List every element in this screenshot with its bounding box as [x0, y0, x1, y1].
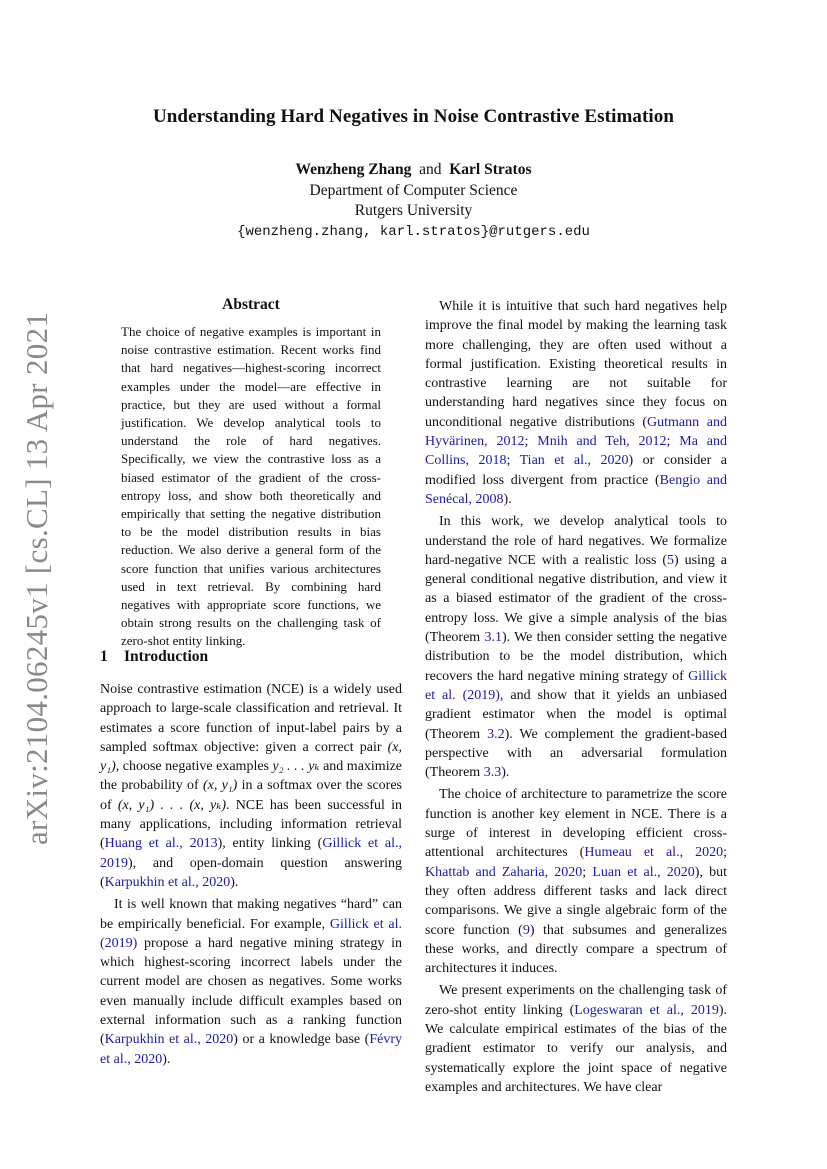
theorem-ref-link[interactable]: 3.3	[483, 765, 502, 781]
citation-link[interactable]: Karpukhin et al., 2020	[104, 1032, 234, 1048]
author-conjunction: and	[419, 161, 442, 178]
citation-link[interactable]: Logeswaran et al., 2019	[574, 1002, 719, 1018]
author-email[interactable]: {wenzheng.zhang, karl.stratos}@rutgers.edu	[237, 223, 590, 240]
intro-paragraph-1: Noise contrastive estimation (NCE) is a widely used approach to large-scale classification and retrieval. It estimates a score function of input-label pairs by a sampled softmax objective: given a correct pair (x, y₁), choose negative examples y₂ . . . yₖ and maximize the probability of (x, y₁) in a softmax over the scores of (x, y₁) . . . (x, yₖ). NCE has been successful in many applications, including information retrieval (Huang et al., 2013), entity linking (Gillick et al., 2019), and open-domain question answering (Karpukhin et al., 2020).	[100, 682, 403, 890]
abstract-heading: Abstract	[222, 296, 280, 313]
theorem-ref-link[interactable]: 3.2	[487, 726, 505, 742]
author-department: Department of Computer Science	[309, 181, 518, 199]
section-heading-introduction	[100, 648, 402, 666]
paper-title: Understanding Hard Negatives in Noise Contrastive Estimation	[152, 106, 675, 127]
right-paragraph-3: The choice of architecture to parametrize the score function is another key element in NCE. There is a surge of interest in developing efficient cross-attentional architectures (Humeau et al., 2020; Khattab and Zaharia, 2020; Luan et al., 2020), but they often address different tasks and lack direct comparisons. We give a single algebraic form of the score function (9) that subsumes and generalizes these works, and directly compare a spectrum of architectures it induces.	[425, 787, 728, 977]
author-university: Rutgers University	[354, 202, 473, 219]
equation-ref-link[interactable]: 9	[522, 922, 530, 938]
citation-link[interactable]: Mnih and Teh, 2012	[537, 434, 667, 450]
math-inline: y₂ . . . yₖ	[272, 759, 320, 775]
citation-link[interactable]: Huang et al., 2013	[104, 836, 218, 852]
right-column-body	[425, 297, 727, 1097]
arxiv-identifier-margin[interactable]: arXiv:2104.06245v1 [cs.CL] 13 Apr 2021	[19, 311, 54, 845]
right-paragraph-2: In this work, we develop analytical tools to understand the role of hard negatives. We formalize hard-negative NCE with a realistic loss (5) using a general conditional negative distribution, and view it as a biased estimator of the gradient of the cross-entropy loss. We give a simple analysis of the bias (Theorem 3.1). We then consider setting the negative distribution to be the model distribution, which recovers the hard negative mining strategy of Gillick et al. (2019), and show that it yields an unbiased gradient estimator when the model is optimal (Theorem 3.2). We complement the gradient-based perspective with an adversarial formulation (Theorem 3.3).	[425, 514, 727, 781]
author-1: Wenzheng Zhang	[295, 161, 412, 178]
equation-ref-link[interactable]: 5	[667, 552, 675, 568]
section-title: Introduction	[124, 648, 209, 665]
citation-link[interactable]: Humeau et al., 2020	[584, 845, 724, 861]
citation-link[interactable]: Gillick et al., 2019	[100, 836, 402, 871]
author-block	[0, 160, 827, 242]
citation-link[interactable]: Gillick et al. (2019)	[425, 668, 727, 703]
citation-link[interactable]: Luan et al., 2020	[592, 864, 695, 880]
citation-link[interactable]: Bengio and Senécal, 2008	[425, 472, 727, 507]
section-number: 1	[100, 648, 108, 665]
citation-link[interactable]: Févry et al., 2020	[100, 1032, 402, 1067]
citation-link[interactable]: Ma and Collins, 2018	[425, 434, 728, 469]
right-paragraph-1: While it is intuitive that such hard negatives help improve the final model by making the learning task more challenging, they are often used without a formal justification. Existing theoretical results in contrastive learning are not suitable for understanding hard negatives since they focus on unconditional negative distributions (Gutmann and Hyvärinen, 2012; Mnih and Teh, 2012; Ma and Collins, 2018; Tian et al., 2020) or consider a modified loss divergent from practice (Bengio and Senécal, 2008).	[425, 299, 728, 507]
theorem-ref-link[interactable]: 3.1	[484, 630, 502, 646]
right-paragraph-4: We present experiments on the challenging task of zero-shot entity linking (Logeswaran et al., 2019). We calculate empirical estimates of the bias of the gradient estimator to verify our analysis, and systematically explore the joint space of negative examples and architectures. We have clear	[425, 983, 727, 1095]
citation-link[interactable]: Gutmann and Hyvärinen, 2012	[425, 414, 727, 450]
abstract-body: The choice of negative examples is important in noise contrastive estimation. Recent works find that hard negatives—highest-scoring incorrect examples under the model—are effective in practice, but they are used without a formal justification. We develop analytical tools to understand the role of hard negatives. Specifically, we view the contrastive loss as a biased estimator of the gradient of the cross-entropy loss, and show both theoretically and empirically that setting the negative distribution to be the model distribution results in bias reduction. We also derive a general form of the score function that unifies various architectures used in text retrieval. By combining hard negatives with appropriate score functions, we obtain strong results on the challenging task of zero-shot entity linking.	[121, 324, 381, 649]
math-inline: (x, y₁)	[100, 739, 402, 775]
left-column-body	[100, 680, 402, 1069]
math-inline: (x, y₁) . . . (x, yₖ)	[117, 797, 226, 813]
author-names	[0, 160, 827, 181]
citation-link[interactable]: Tian et al., 2020	[519, 453, 629, 469]
citation-link[interactable]: Karpukhin et al., 2020	[104, 874, 231, 890]
math-inline: (x, y₁)	[202, 778, 238, 794]
citation-link[interactable]: Khattab and Zaharia, 2020	[425, 864, 583, 880]
author-2: Karl Stratos	[449, 161, 532, 178]
intro-paragraph-2: It is well known that making negatives “hard” can be empirically beneficial. For example, Gillick et al. (2019) propose a hard negative mining strategy in which highest-scoring incorrect labels under the current model are chosen as negatives. Some works even manually include difficult examples based on external information such as a ranking function (Karpukhin et al., 2020) or a knowledge base (Févry et al., 2020).	[100, 897, 403, 1067]
citation-link[interactable]: Gillick et al. (2019)	[100, 916, 403, 951]
